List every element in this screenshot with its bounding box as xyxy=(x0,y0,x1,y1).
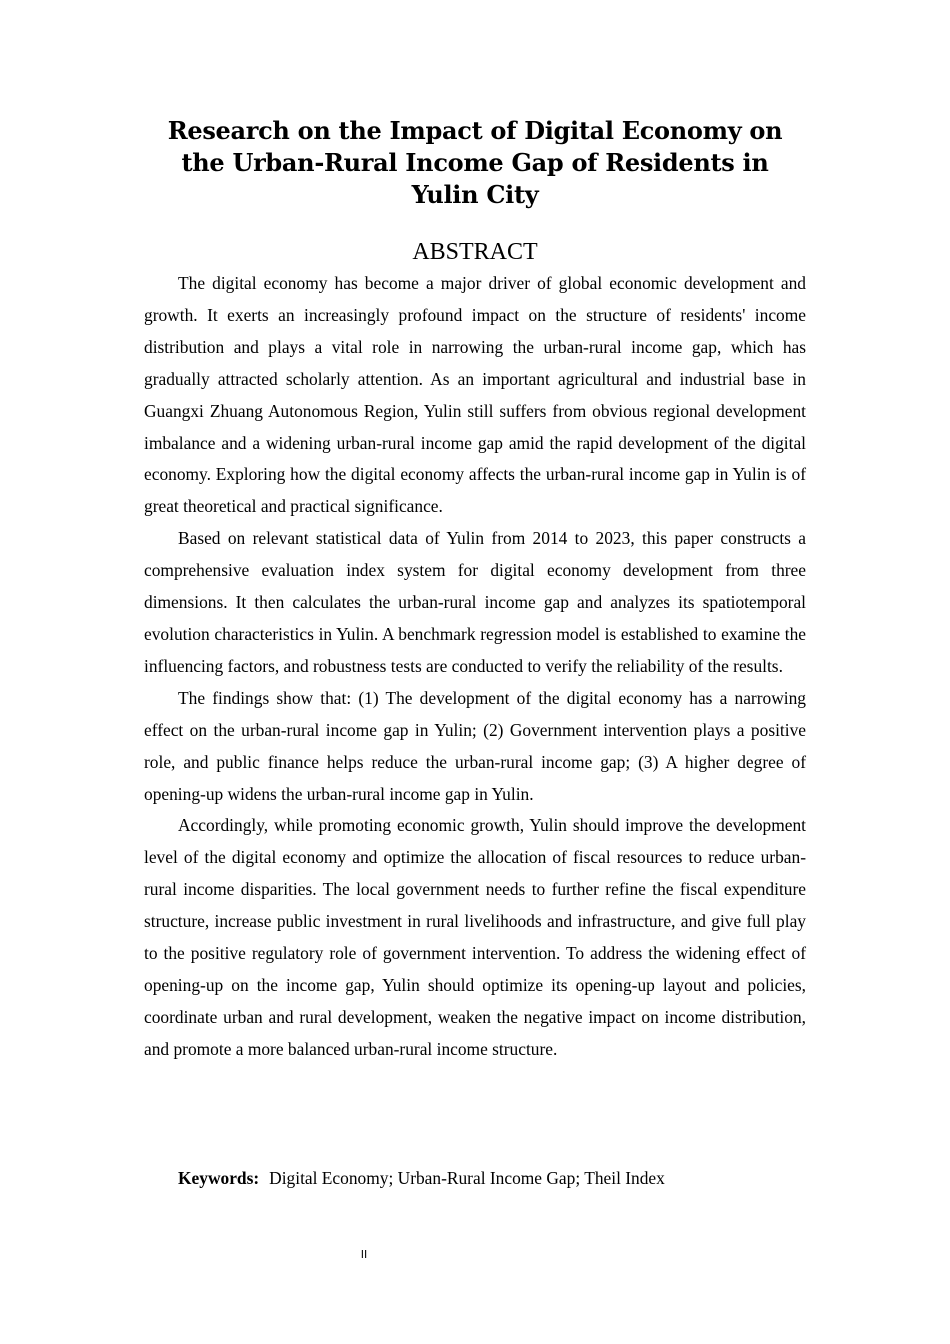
keywords-line xyxy=(178,1162,665,1194)
abstract-heading: ABSTRACT xyxy=(412,239,538,265)
page-number: II xyxy=(360,1248,368,1261)
abstract-paragraph: The digital economy has become a major driver of global economic development and growth. It exerts an increasingly profound impact on the structure of residents' income distribution and plays a vital role in narrowing the urban-rural income gap, which has gradually attracted scholarly attention. As an important agricultural and industrial base in Guangxi Zhuang Autonomous Region, Yulin still suffers from obvious regional development imbalance and a widening urban-rural income gap amid the rapid development of the digital economy. Exploring how the digital economy affects the urban-rural income gap in Yulin is of great theoretical and practical significance. xyxy=(144,273,806,517)
keywords-list: Digital Economy; Urban-Rural Income Gap; Theil Index xyxy=(269,1168,665,1188)
abstract-paragraph: Accordingly, while promoting economic growth, Yulin should improve the development level of the digital economy and optimize the allocation of fiscal resources to reduce urban-rural income disparities. The local government needs to further refine the fiscal expenditure structure, increase public investment in rural livelihoods and infrastructure, and give full play to the positive regulatory role of government intervention. To address the widening effect of opening-up on the income gap, Yulin should optimize its opening-up layout and policies, coordinate urban and rural development, weaken the negative impact on income distribution, and promote a more balanced urban-rural income structure. xyxy=(144,815,806,1059)
keywords-label: Keywords: xyxy=(178,1168,260,1188)
abstract-paragraph: Based on relevant statistical data of Yulin from 2014 to 2023, this paper constructs a comprehensive evaluation index system for digital economy development from three dimensions. It then calculates the urban-rural income gap and analyzes its spatiotemporal evolution characteristics in Yulin. A benchmark regression model is established to examine the influencing factors, and robustness tests are conducted to verify the reliability of the results. xyxy=(144,528,806,676)
abstract-body xyxy=(144,268,806,1066)
abstract-paragraph: The findings show that: (1) The development of the digital economy has a narrowing effect on the urban-rural income gap in Yulin; (2) Government intervention plays a positive role, and public finance helps reduce the urban-rural income gap; (3) A higher degree of opening-up widens the urban-rural income gap in Yulin. xyxy=(144,687,806,804)
paper-title: Research on the Impact of Digital Economy on the Urban-Rural Income Gap of Residents in Yulin City xyxy=(167,116,783,209)
